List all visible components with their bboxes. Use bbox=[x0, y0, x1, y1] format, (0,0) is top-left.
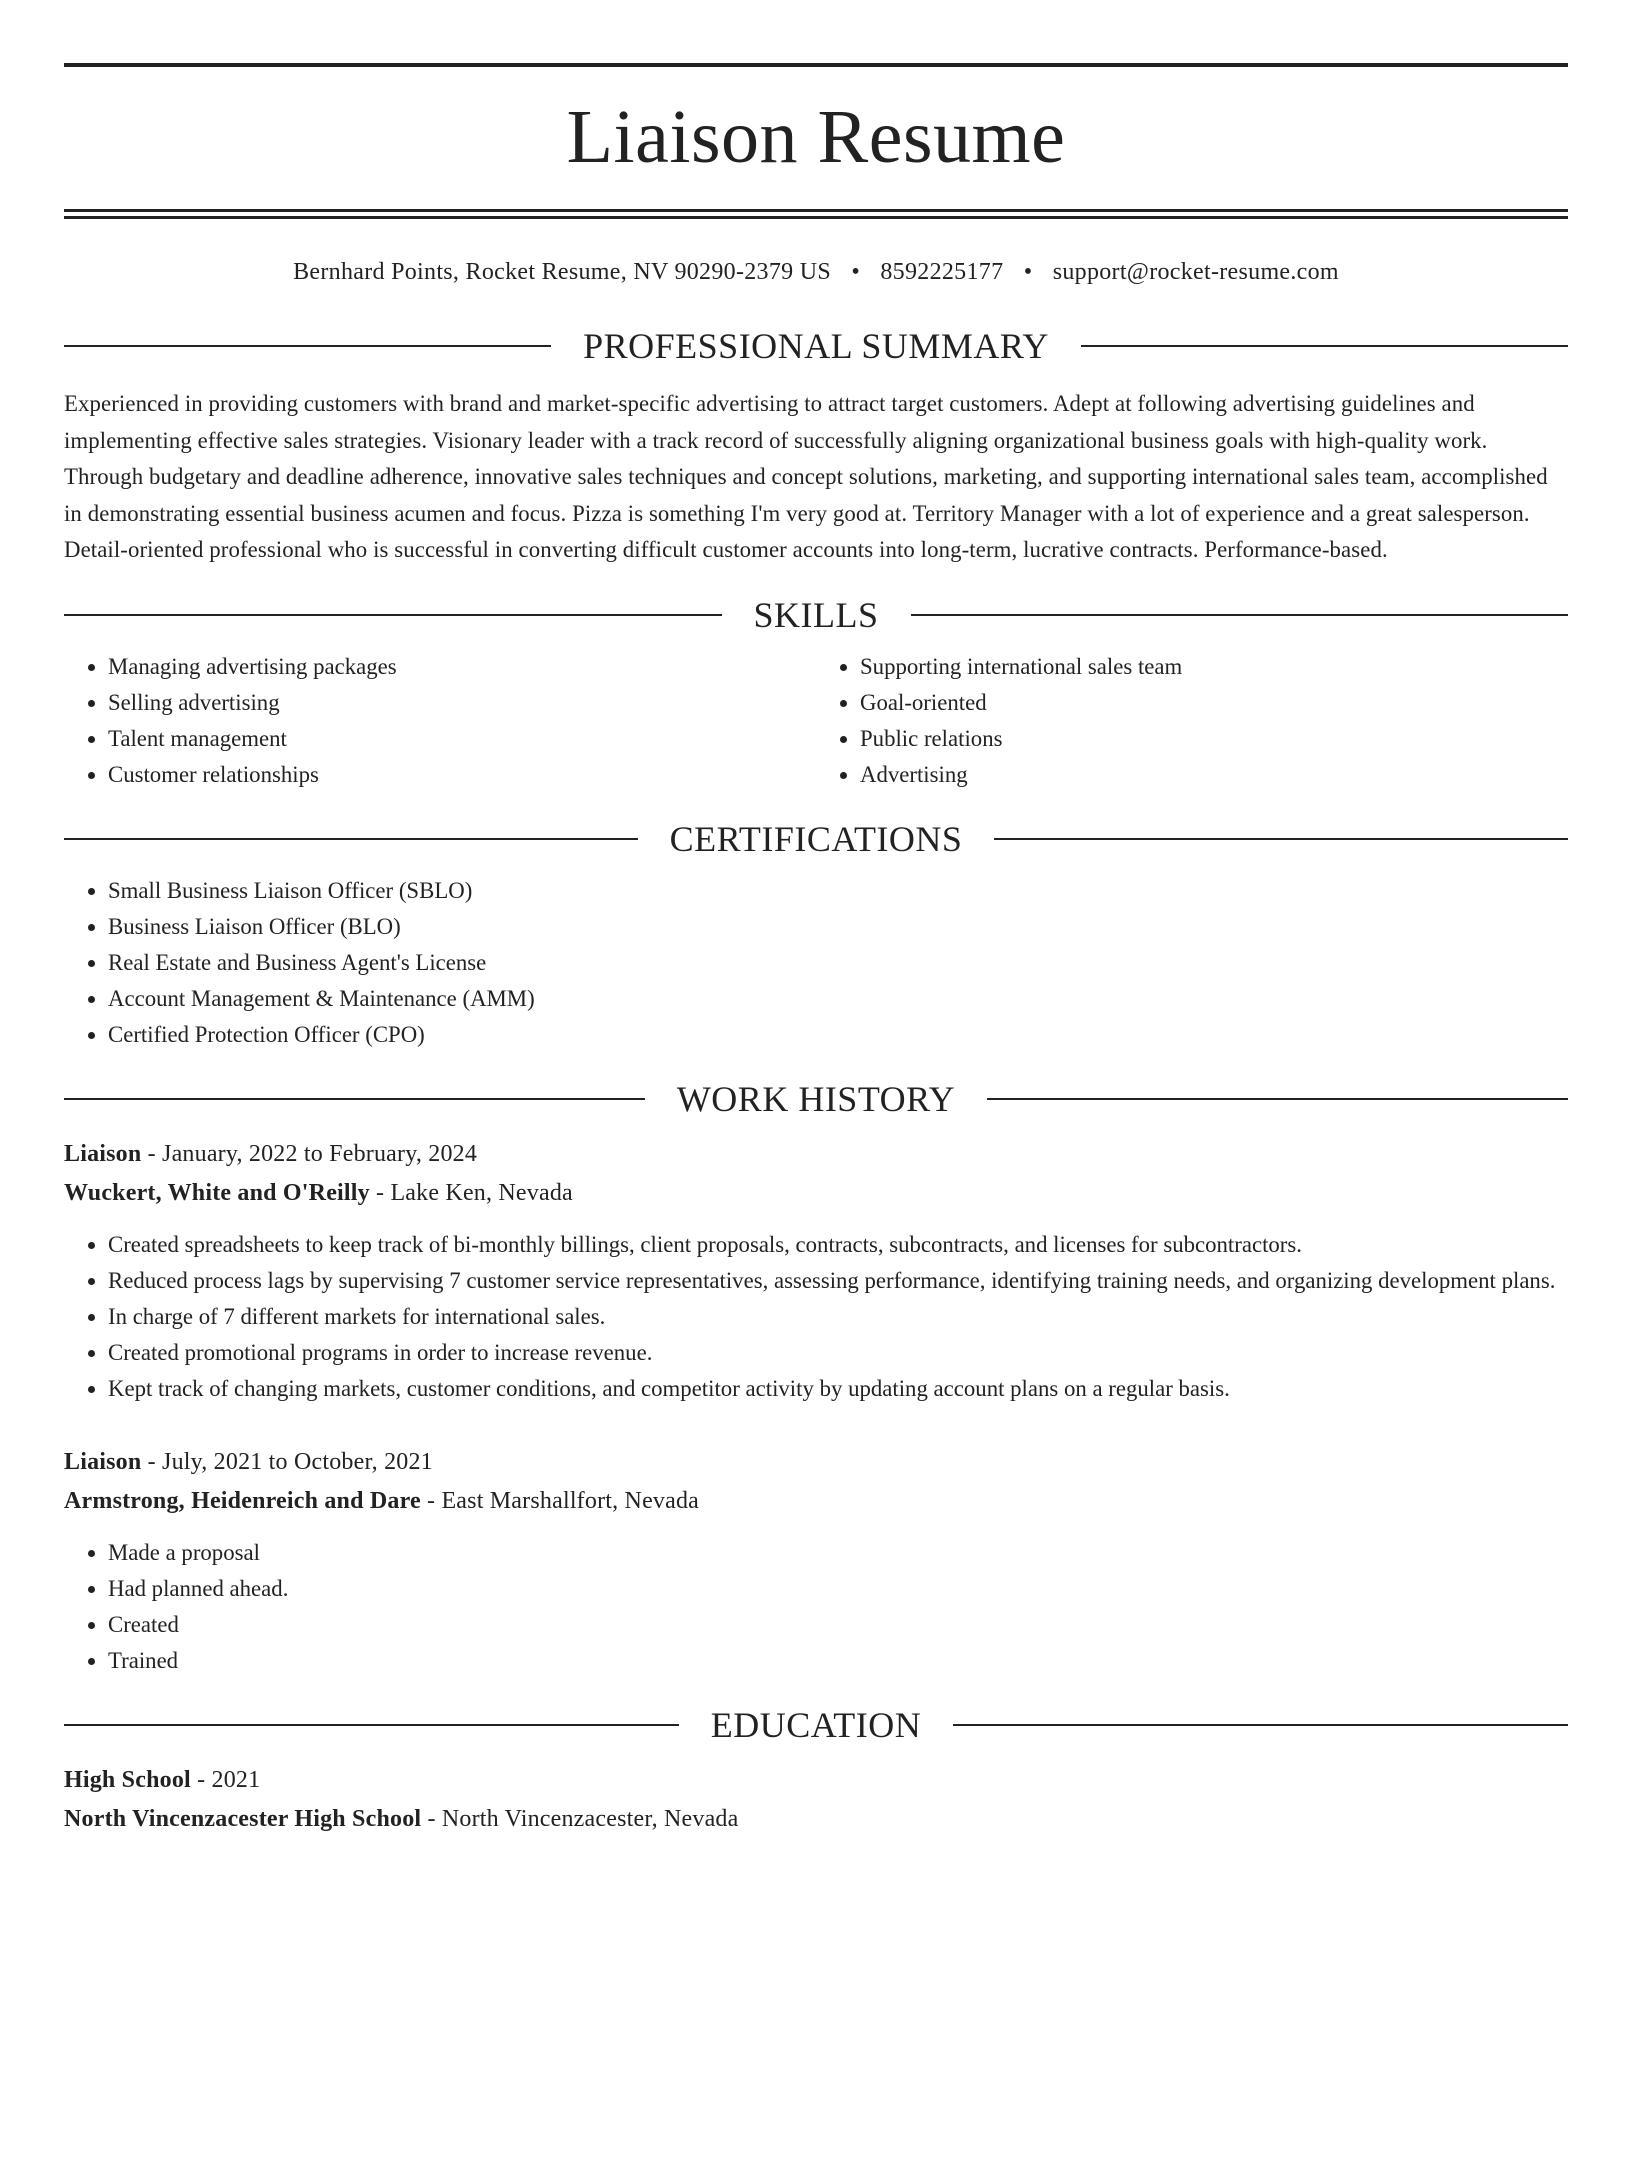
education-degree-line bbox=[64, 1761, 1568, 1800]
resume-title: Liaison Resume bbox=[566, 95, 1066, 179]
skill-item: • Supporting international sales team bbox=[860, 649, 1568, 685]
job-bullet: • Created bbox=[108, 1607, 1568, 1643]
education-location: - North Vincenzacester, Nevada bbox=[421, 1805, 739, 1832]
job-bullet: • Trained bbox=[108, 1643, 1568, 1679]
job-dates: - January, 2022 to February, 2024 bbox=[141, 1140, 478, 1167]
job-bullet: • In charge of 7 different markets for international sales. bbox=[108, 1299, 1568, 1335]
work-heading: WORK HISTORY bbox=[676, 1078, 956, 1119]
section-divider bbox=[64, 614, 722, 616]
skill-item: • Selling advertising bbox=[108, 685, 816, 721]
job-title-line bbox=[64, 1135, 1568, 1174]
education-year: - 2021 bbox=[190, 1766, 261, 1793]
education-school-line bbox=[64, 1800, 1568, 1839]
contact-line bbox=[64, 259, 1568, 286]
job-bullet: • Made a proposal bbox=[108, 1535, 1568, 1571]
section-divider bbox=[911, 614, 1569, 616]
job-entry bbox=[64, 1443, 1568, 1679]
skill-item: • Managing advertising packages bbox=[108, 649, 816, 685]
contact-separator: • bbox=[1023, 259, 1033, 285]
section-divider bbox=[64, 345, 551, 347]
job-title: Liaison bbox=[64, 1140, 142, 1167]
title-double-rule bbox=[64, 209, 1568, 219]
job-company: Armstrong, Heidenreich and Dare bbox=[64, 1487, 421, 1514]
education-heading: EDUCATION bbox=[710, 1704, 922, 1745]
job-title: Liaison bbox=[64, 1448, 142, 1475]
resume-page bbox=[0, 63, 1632, 2175]
job-bullets bbox=[64, 1227, 1568, 1407]
job-title-line bbox=[64, 1443, 1568, 1482]
certification-item: • Account Management & Maintenance (AMM) bbox=[108, 981, 1568, 1017]
education-degree: High School bbox=[64, 1766, 191, 1793]
certification-item: • Certified Protection Officer (CPO) bbox=[108, 1017, 1568, 1053]
skills-section-header bbox=[64, 594, 1568, 635]
certifications-heading: CERTIFICATIONS bbox=[669, 818, 963, 859]
skills-list-right bbox=[816, 649, 1568, 793]
job-bullets bbox=[64, 1535, 1568, 1679]
certification-item: • Business Liaison Officer (BLO) bbox=[108, 909, 1568, 945]
contact-email: support@rocket-resume.com bbox=[1052, 259, 1339, 285]
job-bullet: • Created promotional programs in order to increase revenue. bbox=[108, 1335, 1568, 1371]
summary-text: Experienced in providing customers with brand and market-specific advertising to attract target customers. Adept at following advertising guidelines and implementing effective sales strategies. Visionary leader with a track record of successfully aligning organizational business goals with high-quality work. Through budgetary and deadline adherence, innovative sales techniques and concept solutions, marketing, and supporting international sales team, accomplished in demonstrating essential business acumen and focus. Pizza is something I'm very good at. Territory Manager with a lot of experience and a great salesperson. Detail-oriented professional who is successful in converting difficult customer accounts into long-term, lucrative contracts. Performance-based. bbox=[64, 391, 1548, 562]
section-divider bbox=[953, 1724, 1568, 1726]
job-location: - East Marshallfort, Nevada bbox=[420, 1487, 700, 1514]
certifications-list bbox=[64, 873, 1568, 1053]
job-company-line bbox=[64, 1482, 1568, 1521]
job-bullet: • Had planned ahead. bbox=[108, 1571, 1568, 1607]
job-bullet: • Kept track of changing markets, customer conditions, and competitor activity by updating account plans on a regular basis. bbox=[108, 1371, 1568, 1407]
skills-columns bbox=[64, 649, 1568, 793]
education-school: North Vincenzacester High School bbox=[64, 1805, 422, 1832]
contact-address: Bernhard Points, Rocket Resume, NV 90290-2379 US bbox=[293, 259, 832, 285]
job-bullet: • Created spreadsheets to keep track of bi-monthly billings, client proposals, contracts, subcontracts, and licenses for subcontractors. bbox=[108, 1227, 1568, 1263]
section-divider bbox=[64, 838, 638, 840]
job-location: - Lake Ken, Nevada bbox=[369, 1179, 573, 1206]
work-section-header bbox=[64, 1078, 1568, 1119]
contact-separator: • bbox=[851, 259, 861, 285]
section-divider bbox=[64, 1724, 679, 1726]
education-entry bbox=[64, 1761, 1568, 1839]
job-dates: - July, 2021 to October, 2021 bbox=[141, 1448, 433, 1475]
skill-item: • Customer relationships bbox=[108, 757, 816, 793]
job-company-line bbox=[64, 1174, 1568, 1213]
certifications-section-header bbox=[64, 818, 1568, 859]
job-bullet: • Reduced process lags by supervising 7 customer service representatives, assessing performance, identifying training needs, and organizing development plans. bbox=[108, 1263, 1568, 1299]
contact-phone: 8592225177 bbox=[880, 259, 1004, 285]
summary-heading: PROFESSIONAL SUMMARY bbox=[583, 326, 1049, 366]
skill-item: • Advertising bbox=[860, 757, 1568, 793]
certification-item: • Small Business Liaison Officer (SBLO) bbox=[108, 873, 1568, 909]
certification-item: • Real Estate and Business Agent's License bbox=[108, 945, 1568, 981]
section-divider bbox=[64, 1098, 645, 1100]
skill-item: • Public relations bbox=[860, 721, 1568, 757]
education-section-header bbox=[64, 1704, 1568, 1745]
skills-list-left bbox=[64, 649, 816, 793]
section-divider bbox=[987, 1098, 1568, 1100]
skill-item: • Talent management bbox=[108, 721, 816, 757]
job-entry bbox=[64, 1135, 1568, 1407]
summary-section-header bbox=[64, 328, 1568, 364]
skills-heading: SKILLS bbox=[753, 594, 879, 635]
skill-item: • Goal-oriented bbox=[860, 685, 1568, 721]
section-divider bbox=[1081, 345, 1568, 347]
job-company: Wuckert, White and O'Reilly bbox=[64, 1179, 370, 1206]
section-divider bbox=[994, 838, 1568, 840]
